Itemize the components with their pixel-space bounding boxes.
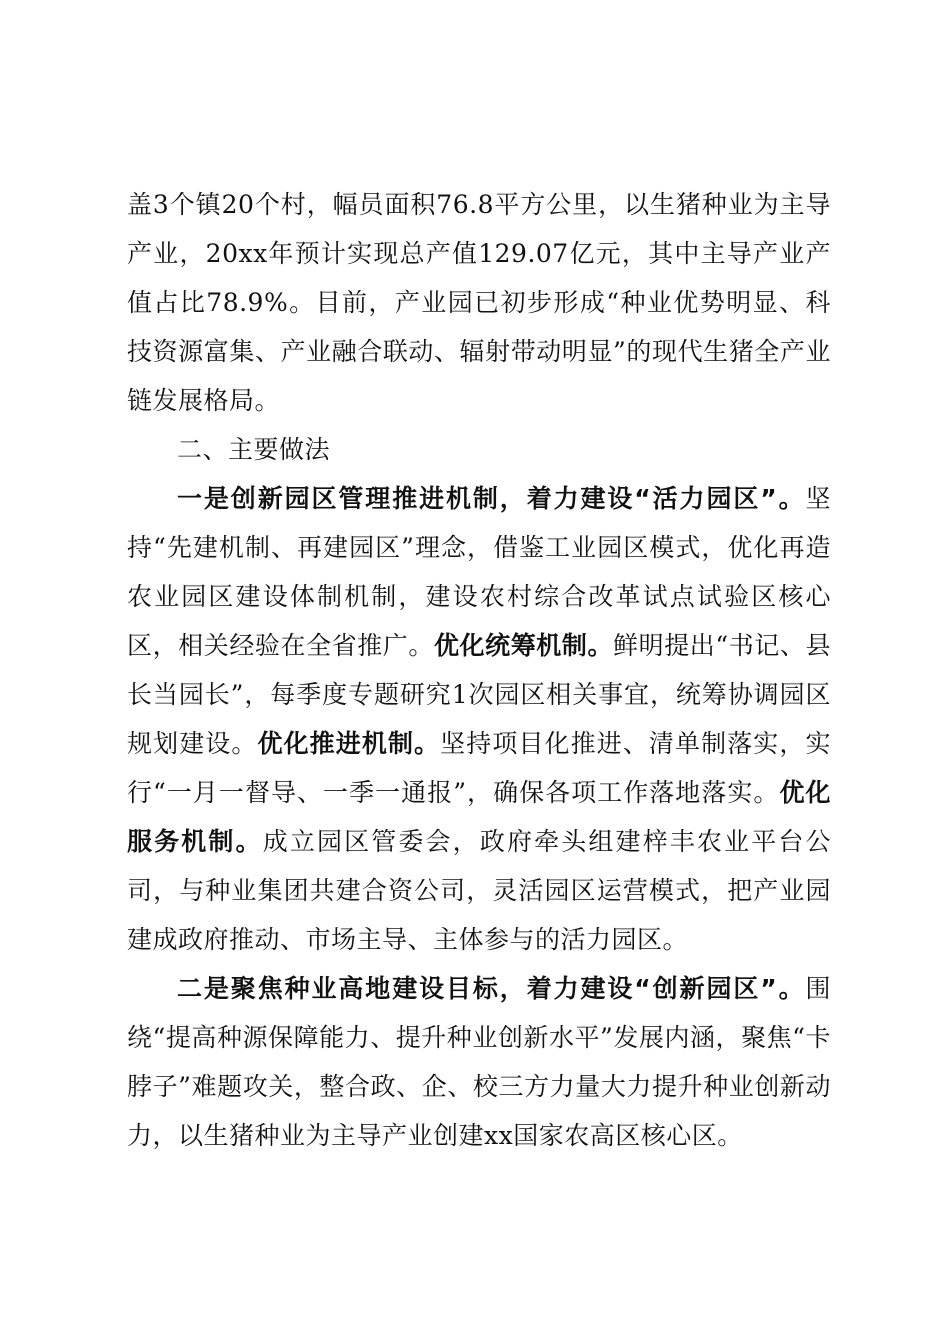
section1-text4: 成立园区管委会，政府牵头组建梓丰农业平台公司，与种业集团共建合资公司，灵活园区运营模式，把产业园建成政府推动、市场主导、主体参与的活力园区。	[127, 827, 831, 954]
section1-lead: 一是创新园区管理推进机制，着力建设“活力园区”。	[177, 484, 806, 513]
section1-text2: 鲜明提出“书记、县长当园长”，每季度专题研究1次园区相关事宜，统筹协调园区规划建设。	[127, 631, 831, 758]
section1-bold3: 优化服务机制。	[127, 778, 831, 856]
section1-bold2: 优化推进机制。	[257, 729, 441, 758]
section1-text1: 坚持“先建机制、再建园区”理念，借鉴工业园区模式，优化再造农业园区建设体制机制，建设农村综合改革试点试验区核心区，相关经验在全省推广。	[127, 484, 831, 660]
section1-text3: 坚持项目化推进、清单制落实，实行“一月一督导、一季一通报”，确保各项工作落地落实。	[127, 729, 831, 807]
section2-lead: 二是聚焦种业高地建设目标，着力建设“创新园区”。	[177, 974, 806, 1003]
section1-paragraph	[127, 474, 831, 964]
document-page	[127, 180, 831, 1160]
section2-text1: 围绕“提高种源保障能力、提升种业创新水平”发展内涵，聚焦“卡脖子”难题攻关，整合政、企、校三方力量大力提升种业创新动力，以生猪种业为主导产业创建xx国家农高区核心区。	[127, 974, 831, 1150]
section1-bold1: 优化统筹机制。	[433, 631, 614, 660]
intro-paragraph: 盖3个镇20个村，幅员面积76.8平方公里，以生猪种业为主导产业，20xx年预计实现总产值129.07亿元，其中主导产业产值占比78.9%。目前，产业园已初步形成“种业优势明显、科技资源富集、产业融合联动、辐射带动明显”的现代生猪全产业链发展格局。	[127, 190, 831, 415]
section2-paragraph	[127, 964, 831, 1160]
section-heading: 二、主要做法	[177, 435, 331, 464]
